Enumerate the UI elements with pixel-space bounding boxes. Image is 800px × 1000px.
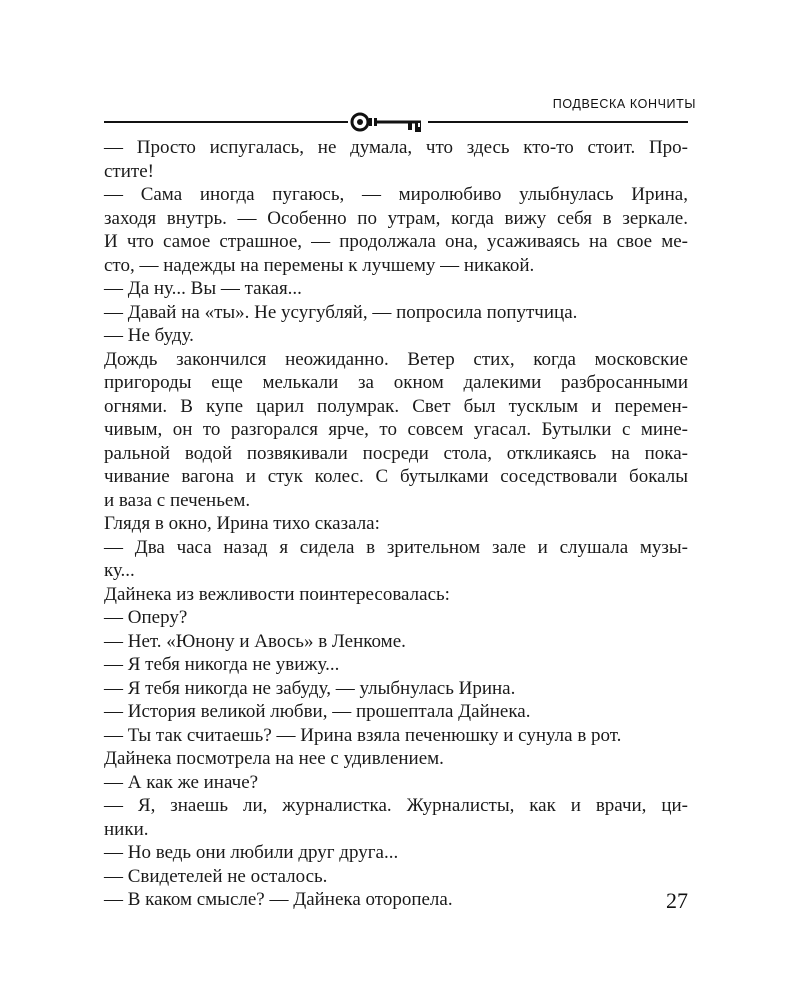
text-line: И что самое страшное, — продолжала она, усаживаясь на свое ме- <box>104 231 688 252</box>
page-number: 27 <box>666 888 688 913</box>
text-line: пригороды еще мелькали за окном далекими разбросанными <box>104 372 688 393</box>
text-line: — Давай на «ты». Не усугубляй, — попросила попутчица. <box>104 301 578 323</box>
text-line: чивание вагона и стук колес. С бутылками соседствовали бокалы <box>104 466 688 487</box>
text-line: — Не буду. <box>104 325 194 346</box>
header-rule-right <box>428 121 688 123</box>
text-line: заходя внутрь. — Особенно по утрам, когда вижу себя в зеркале. <box>104 207 688 229</box>
text-line: — Да ну... Вы — такая... <box>104 278 302 299</box>
text-line: стите! <box>104 160 154 182</box>
text-line: — Оперу? <box>104 607 188 628</box>
text-line: — В каком смысле? — Дайнека оторопела. <box>104 889 453 910</box>
text-line: — Сама иногда пугаюсь, — миролюбиво улыбнулась Ирина, <box>104 184 688 205</box>
text-line: сто, — надежды на перемены к лучшему — никакой. <box>104 254 535 276</box>
text-line: — Нет. «Юнону и Авось» в Ленкоме. <box>104 630 406 652</box>
text-line: — История великой любви, — прошептала Дайнека. <box>104 701 531 722</box>
text-line: — Свидетелей не осталось. <box>104 865 328 887</box>
text-line: огнями. В купе царил полумрак. Свет был тусклым и перемен- <box>104 395 688 417</box>
text-line: — Я тебя никогда не увижу... <box>104 654 340 675</box>
text-line: — Два часа назад я сидела в зрительном зале и слушала музы- <box>104 536 688 558</box>
text-line: ральной водой позвякивали посреди стола, откликаясь на пока- <box>104 442 688 464</box>
text-line: ники. <box>104 818 149 840</box>
text-line: Дождь закончился неожиданно. Ветер стих, когда московские <box>104 348 688 370</box>
text-line: — Я тебя никогда не забуду, — улыбнулась Ирина. <box>104 677 516 699</box>
text-line: ку... <box>104 560 135 581</box>
text-line: Глядя в окно, Ирина тихо сказала: <box>104 513 380 534</box>
text-line: Дайнека посмотрела на нее с удивлением. <box>104 748 444 769</box>
text-line: чивым, он то разгорался ярче, то совсем угасал. Бутылки с мине- <box>104 419 688 440</box>
text-line: Дайнека из вежливости поинтересовалась: <box>104 583 450 605</box>
text-line: — Просто испугалась, не думала, что здесь кто-то стоит. Про- <box>104 137 688 158</box>
key-icon <box>346 110 430 134</box>
text-line: и ваза с печеньем. <box>104 489 251 511</box>
text-line: — Я, знаешь ли, журналистка. Журналисты, как и врачи, ци- <box>104 795 688 816</box>
text-line: — Но ведь они любили друг друга... <box>104 842 399 863</box>
text-line: — Ты так считаешь? — Ирина взяла печенюшку и сунула в рот. <box>104 724 622 746</box>
text-line: — А как же иначе? <box>104 771 259 793</box>
body-text <box>104 136 688 912</box>
running-title: ПОДВЕСКА КОНЧИТЫ <box>552 97 696 111</box>
header-rule-left <box>104 121 348 123</box>
